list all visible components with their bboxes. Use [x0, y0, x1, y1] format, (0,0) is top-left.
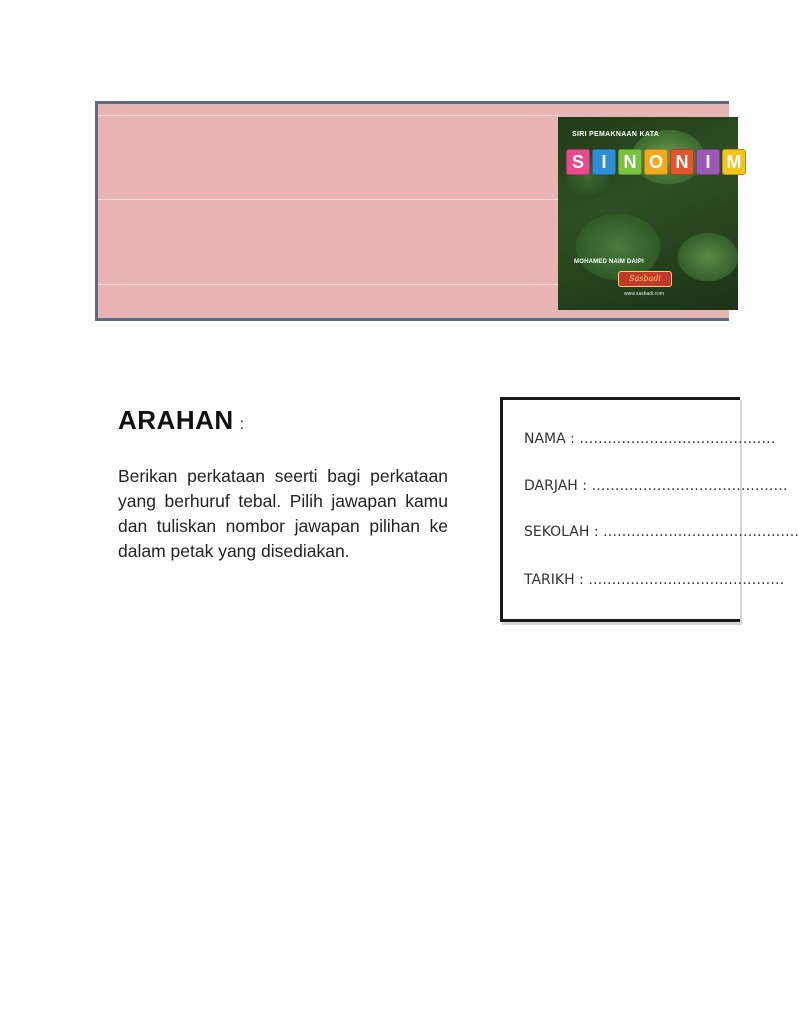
- cover-title-tile: S: [566, 149, 590, 175]
- student-info-box: [500, 397, 799, 622]
- cover-title-tile: M: [722, 149, 746, 175]
- header-banner: [95, 101, 742, 321]
- cover-author: MOHAMED NAIM DAIPI: [574, 259, 644, 265]
- instructions-heading: [118, 405, 244, 436]
- cover-title-tile: O: [644, 149, 668, 175]
- cover-title-tiles: [566, 149, 746, 175]
- cover-title-tile: I: [696, 149, 720, 175]
- instructions-colon: :: [239, 416, 245, 433]
- cover-title-tile: I: [592, 149, 616, 175]
- class-field[interactable]: DARJAH : ……………………………………: [524, 478, 788, 494]
- school-field[interactable]: SEKOLAH : ……………………………………: [524, 524, 799, 540]
- book-cover-image: [558, 117, 742, 310]
- cover-title-tile: N: [670, 149, 694, 175]
- banner-divider: [98, 199, 558, 200]
- date-field[interactable]: TARIKH : ……………………………………: [524, 572, 785, 588]
- cover-series-title: SIRI PEMAKNAAN KATA: [572, 131, 660, 138]
- publisher-logo: Sasbadi: [618, 271, 672, 287]
- banner-divider: [98, 115, 558, 116]
- banner-divider: [98, 284, 558, 285]
- cover-url: www.sasbadi.com: [624, 291, 665, 297]
- name-field[interactable]: NAMA : ……………………………………: [524, 431, 776, 447]
- instructions-text: Berikan perkataan seerti bagi perkataan yang berhuruf tebal. Pilih jawapan kamu dan tuliskan nombor jawapan pilihan ke dalam petak yang disediakan.: [118, 466, 448, 561]
- instructions-title: ARAHAN: [118, 405, 234, 435]
- cover-title-tile: N: [618, 149, 642, 175]
